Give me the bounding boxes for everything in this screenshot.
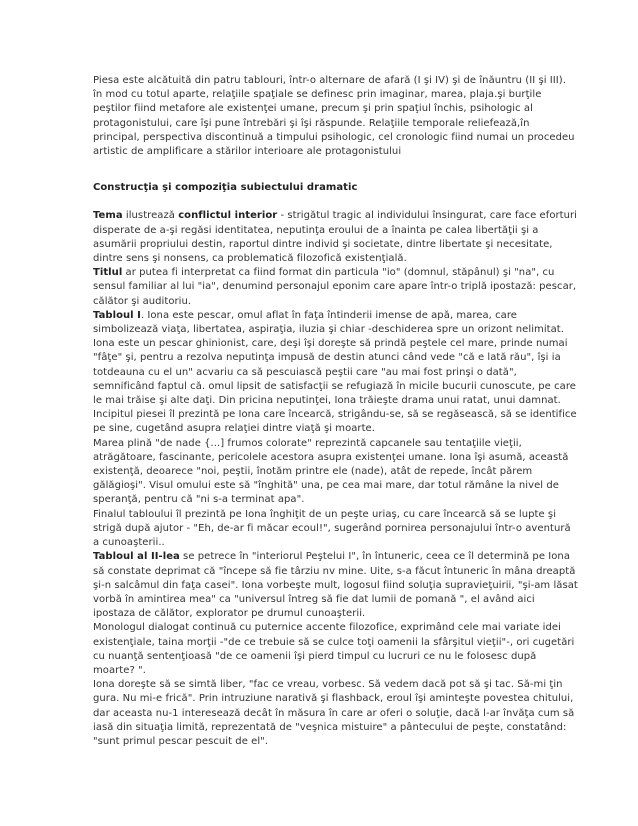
tema-bold: conflictul interior [178,210,278,222]
section-heading: Construcţia şi compoziţia subiectului dramatic [93,182,358,194]
titlul-text: ar putea fi interpretat ca fiind format din particula "io" (domnul, stăpânul) şi "na", cu sensul familiar al lui "ia", denumind personajul eponim care apare într-o triplă ipostază: pescar, călător şi auditoriu. [93,267,577,307]
tema-pre: ilustrează [122,210,179,222]
tabloul2-label: Tabloul al II-lea [93,551,180,563]
monolog-paragraph: Monologul dialogat continuă cu puternice accente filozofice, exprimând cele mai variate idei existenţiale, taina morţii -"de ce trebuie să se culce toţi oamenii la sfârşitul vieţii"-, ori cugetări cu nuanţă sentenţioasă "de ce oamenii îşi pierd timpul cu lucruri ce nu le folosesc după moarte? ". [93,622,575,676]
marea-paragraph: Marea plină "de nade {...] frumos colorate" reprezintă capcanele sau tentaţiile vieţii, atrăgătoare, fascinante, pericolele acestora asupra existenţei umane. Iona îşi asumă, această existenţă, deoarece "noi, peştii, înotăm printre ele (nade), atât de repede, încât părem gălăgioşi". Visul omului este să "înghită" una, pe cea mai mare, dar totul rămâne la nivel de speranţă, pentru că "ni s-a terminat apa". [93,437,569,506]
titlul-paragraph [93,266,578,309]
tabloul1-text: . Iona este pescar, omul aflat în faţa întinderii imense de apă, marea, care simbolizează viaţa, libertatea, aspiraţia, iluzia şi chiar -deschiderea spre un orizont nelimitat. Iona este un pescar ghinionist, care, deşi îşi doreşte să prindă peştele cel mare, prinde numai "fâţe" şi, pentru a rezolva neputinţa impusă de destin atunci când vede "că e lată rău", îşi ia totdeauna cu el un" acvariu ca să pescuiască peştii care "au mai fost prinşi o dată", semnificând faptul că. omul lipsit de satisfacţii se refugiază în micile bucurii cunoscute, pe care le mai trăise şi alte daţi. Din pricina neputinţei, Iona trăieşte drama unui ratat, unui damnat. [93,309,576,407]
tema-paragraph [93,209,578,266]
tema-text: - strigătul tragic al individului însingurat, care face eforturi disperate de a-şi regăsi identitatea, neputinţa eroului de a înainta pe calea libertăţii şi a asumării propriului destin, raportul dintre individ şi societate, dintre libertate şi necesitate, dintre sens şi nonsens, ca problematică filozofică existenţială. [93,210,577,265]
tabloul2-text: se petrece în "interiorul Peştelui I", în întuneric, ceea ce îl determină pe Iona să constate deprimat că "începe să fie târziu nv mine. Uite, s-a făcut întuneric în mâna dreaptă şi-n salcâmul din faţa casei". Iona vorbeşte mult, logosul fiind soluţia supravieţuirii, "şi-am lăsat vorbă în amintirea mea" ca "universul întreg să fie dat lumii de pomană ", el având aici ipostaza de călător, explorator pe drumul cunoaşterii. [93,551,578,620]
tabloul2-paragraph [93,550,578,621]
tema-label: Tema [93,210,123,222]
intro-paragraph: Piesa este alcătuită din patru tablouri, într-o alternare de afară (I şi IV) şi de înăuntru (II şi III). în mod cu totul aparte, relaţiile spaţiale se definesc prin imaginar, marea, plaja.şi burţile peştilor fiind metafore ale existenţei umane, precum şi prin spaţiul închis, psihologic al protagonistului, care îşi pune întrebări şi îşi răspunde. Relaţiile temporale reliefează,în principal, perspectiva discontinuă a timpului psihologic, cel cronologic fiind numai un procedeu artistic de amplificare a stărilor interioare ale protagonistului [93,75,575,158]
tabloul1-paragraph [93,309,578,408]
titlul-label: Titlul [93,267,123,279]
tabloul1-label: Tabloul I [93,309,141,321]
incipit-paragraph: Incipitul piesei îl prezintă pe Iona care încearcă, strigându-se, să se regăsească, să se identifice pe sine, cugetând asupra relaţiei dintre viaţă şi moarte. [93,409,577,435]
finalul-paragraph: Finalul tabloului îl prezintă pe Iona înghiţit de un peşte uriaş, cu care încearcă să se lupte şi strigă după ajutor - "Eh, de-ar fi măcar ecoul!", sugerând pornirea personajului într-o aventură a cunoaşterii.. [93,508,571,549]
iona-doreste-paragraph: Iona doreşte să se simtă liber, "fac ce vreau, vorbesc. Să vedem dacă pot să şi tac. Să-mi ţin gura. Nu mi-e frică". Prin intruziune narativă şi flashback, eroul îşi aminteşte povestea chitului, dar aceasta nu-1 interesează decât în măsura în care ar oferi o soluţie, dacă l-ar învăţa cum să iasă din situaţia limită, reprezentată de "veşnica mistuire" a pântecului de peşte, constatând: "sunt primul pescar pescuit de el". [93,679,575,747]
